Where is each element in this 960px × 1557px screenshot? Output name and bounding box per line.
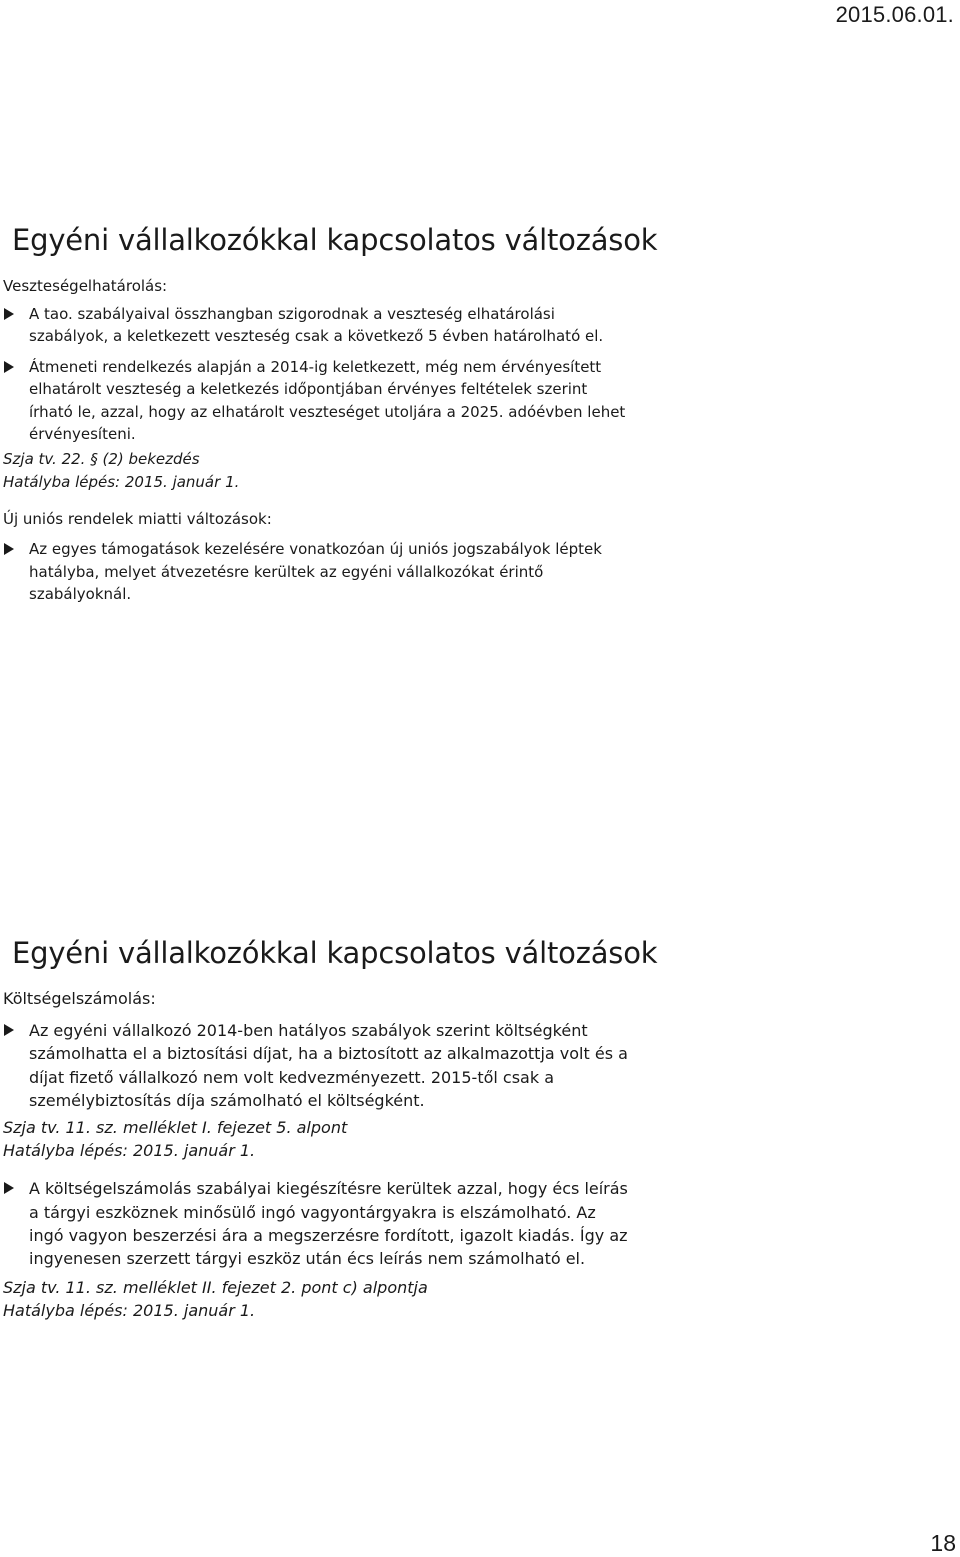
effective-date: Hatályba lépés: 2015. január 1.: [3, 1301, 256, 1321]
slide-veszteseg: [0, 222, 960, 605]
effective-date: Hatályba lépés: 2015. január 1.: [3, 1141, 256, 1161]
bullet-text: Átmeneti rendelkezés alapján a 2014-ig keletkezett, még nem érvényesített elhatárolt veszteség a keletkezés időpontjában érvényes feltételek szerint írható le, azzal, hogy az elhatárolt veszteséget utoljára a 2025. adóévben lehet érvényesíteni.: [29, 357, 626, 444]
document-date: 2015.06.01.: [835, 2, 954, 27]
bullet-unios-jogszabalyok: [29, 538, 635, 605]
bullet-text: Az egyes támogatások kezelésére vonatkozóan új uniós jogszabályok léptek hatályba, melyet átvezetésre kerültek az egyéni vállalkozókat érintő szabályoknál.: [29, 540, 602, 604]
slide-koltsegelszamolas: [0, 935, 960, 1323]
bullet-text: A tao. szabályaival összhangban szigorodnak a veszteség elhatárolási szabályok, a keletkezett veszteség csak a következő 5 évben határolható el.: [29, 305, 604, 346]
bullet-tao-szabalyok: [29, 303, 635, 348]
bullet-arrow-icon: [4, 543, 14, 555]
bullet-arrow-icon: [4, 361, 14, 373]
page-number: 18: [930, 1530, 956, 1556]
legal-reference: Szja tv. 22. § (2) bekezdés: [3, 450, 200, 469]
bullet-atmeneti-rendelkezes: [29, 356, 635, 446]
bullet-text: Az egyéni vállalkozó 2014-ben hatályos szabályok szerint költségként számolhatta el a biztosítási díjat, ha a biztosított az alkalmazottja volt és a díjat fizető vállalkozó nem volt kedvezményezett. 2015-től csak a személybiztosítás díja számolható el költségként.: [29, 1021, 628, 1110]
section-heading-koltseg: Költségelszámolás:: [3, 989, 156, 1008]
section-heading-unios: Új uniós rendelek miatti változások:: [3, 510, 272, 529]
slide-title: Egyéni vállalkozókkal kapcsolatos változások: [12, 936, 658, 970]
section-heading-veszteseg: Veszteségelhatárolás:: [3, 277, 168, 295]
bullet-text: A költségelszámolás szabályai kiegészítésre kerültek azzal, hogy écs leírás a tárgyi eszköznek minősülő ingó vagyontárgyakra is elszámolható. Az ingó vagyon beszerzési ára a megszerzésre fordított, igazolt kiadás. Így az ingyenesen szerzett tárgyi eszköz után écs leírás nem számolható el.: [29, 1179, 628, 1269]
bullet-arrow-icon: [4, 1024, 14, 1036]
bullet-arrow-icon: [4, 308, 14, 320]
effective-date: Hatályba lépés: 2015. január 1.: [3, 472, 240, 491]
bullet-biztositasi-dij: [29, 1019, 635, 1112]
legal-reference: Szja tv. 11. sz. melléklet I. fejezet 5. alpont: [3, 1118, 348, 1138]
bullet-ecs-leiras: [29, 1177, 635, 1270]
legal-reference: Szja tv. 11. sz. melléklet II. fejezet 2. pont c) alpontja: [3, 1278, 428, 1298]
slide-title: Egyéni vállalkozókkal kapcsolatos változások: [12, 223, 658, 257]
bullet-arrow-icon: [4, 1182, 14, 1194]
